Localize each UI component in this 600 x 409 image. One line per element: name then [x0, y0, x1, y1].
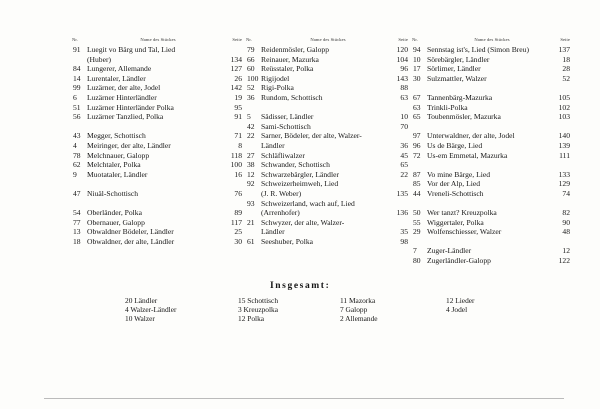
- summary-column-1: [125, 297, 215, 323]
- entry-page: 129: [558, 179, 570, 189]
- entry-page: 16: [234, 169, 242, 179]
- entry-page: 18: [562, 54, 570, 64]
- entry-title: Sami-Schottisch: [261, 121, 311, 131]
- entry-number: 72: [413, 150, 421, 160]
- entry-number: [246, 208, 261, 218]
- header-seite: Seite: [232, 37, 242, 43]
- entry-page: [226, 45, 242, 55]
- index-entry: [412, 45, 570, 55]
- entry-title: Schweizerheimweh, Lied: [261, 179, 339, 189]
- entry-page: 12: [562, 246, 570, 256]
- entry-title: Sarner, Bödeler, der alte, Walzer-: [261, 131, 362, 141]
- entry-title: Niuäl-Schottisch: [87, 188, 139, 198]
- entry-title: Sulzmattler, Walzer: [427, 73, 487, 83]
- summary-item: 7 Galopp: [340, 304, 368, 314]
- entry-title: Wolfenschiesser, Walzer: [427, 227, 502, 237]
- entry-page: 19: [234, 92, 242, 102]
- index-entry: [72, 170, 242, 180]
- entry-page: 136: [396, 208, 408, 218]
- entry-page: 103: [558, 112, 570, 122]
- header-nr: Nr.: [412, 37, 419, 43]
- header-name: Name des Stückes: [140, 37, 176, 43]
- entry-page: 26: [234, 73, 242, 83]
- summary-item: 12 Lieder: [446, 296, 475, 305]
- entry-number: 62: [73, 160, 81, 170]
- spacer: [412, 83, 570, 93]
- entry-number: 66: [247, 54, 255, 64]
- summary-column-4: [446, 297, 526, 315]
- entry-number: 51: [73, 102, 81, 112]
- index-entry: [412, 256, 570, 266]
- index-entry: [72, 218, 242, 228]
- spacer: [72, 179, 242, 189]
- summary-item: 12 Polka: [238, 313, 265, 323]
- entry-page: 122: [558, 256, 570, 266]
- summary-column-2: [238, 297, 328, 323]
- entry-title: Vor der Alp, Lied: [427, 179, 481, 189]
- entry-page: [392, 199, 408, 209]
- index-entry: [412, 74, 570, 84]
- entry-number: 100: [247, 73, 259, 83]
- index-entry: [412, 218, 570, 228]
- entry-title: Obwaldner, der alte, Ländler: [87, 236, 175, 246]
- entry-number: 85: [413, 179, 421, 189]
- entry-number: 79: [247, 45, 255, 54]
- entry-title: Rigi-Polka: [261, 83, 294, 93]
- index-entry: [72, 131, 242, 141]
- entry-title: Wer tanzt? Kreuzpolka: [427, 208, 497, 218]
- entry-number: 42: [247, 121, 255, 131]
- index-entry: [246, 208, 408, 218]
- entry-page: 90: [562, 217, 570, 227]
- header-name: Name des Stückes: [310, 37, 346, 43]
- index-entry: [246, 45, 408, 55]
- entry-number: 29: [413, 227, 421, 237]
- entry-title: Lungerer, Allemande: [87, 64, 152, 74]
- header-seite: Seite: [398, 37, 408, 43]
- index-entry: [412, 112, 570, 122]
- entry-page: 137: [558, 45, 570, 54]
- entry-page: 98: [400, 236, 408, 246]
- entry-title: Toubenmösler, Mazurka: [427, 112, 501, 122]
- entry-number: 60: [247, 64, 255, 74]
- entry-page: 91: [234, 112, 242, 122]
- entry-title: Sennstag ist's, Lied (Simon Breu): [427, 45, 529, 54]
- summary-item: 2 Allemande: [340, 313, 378, 323]
- entry-page: 127: [230, 64, 242, 74]
- index-column-2: [246, 36, 408, 246]
- entry-number: [246, 227, 261, 237]
- index-entry: [246, 141, 408, 151]
- entry-number: 63: [413, 102, 421, 112]
- entry-page: 45: [400, 150, 408, 160]
- entry-page: 111: [559, 150, 570, 160]
- entry-number: 65: [413, 112, 421, 122]
- summary-item: 20 Ländler: [125, 296, 158, 305]
- index-entry: [72, 83, 242, 93]
- column-header: [72, 36, 242, 45]
- spacer: [412, 237, 570, 247]
- index-entry: [412, 93, 570, 103]
- index-entry: [412, 179, 570, 189]
- entry-number: 43: [73, 131, 81, 141]
- index-entry: [72, 74, 242, 84]
- entry-number: 50: [413, 208, 421, 218]
- entry-title: Reinauer, Mazurka: [261, 54, 319, 64]
- index-entry: [246, 83, 408, 93]
- entry-page: 28: [562, 64, 570, 74]
- index-entry: [72, 141, 242, 151]
- index-entry: [246, 74, 408, 84]
- column-header: [412, 36, 570, 45]
- entry-number: 80: [413, 256, 421, 266]
- entry-number: 55: [413, 217, 421, 227]
- index-entry: [412, 189, 570, 199]
- entry-title: Zugerländler-Galopp: [427, 256, 491, 266]
- entry-title: Seeshuber, Polka: [261, 236, 313, 246]
- index-entry: [246, 93, 408, 103]
- entry-title: Lurentaler, Ländler: [87, 73, 146, 83]
- header-name: Name des Stückes: [474, 37, 510, 43]
- entry-number: 54: [73, 208, 81, 218]
- header-nr: Nr.: [246, 37, 253, 43]
- entry-page: 120: [396, 45, 408, 54]
- index-entry: [246, 64, 408, 74]
- entry-page: 133: [558, 169, 570, 179]
- entry-page: 35: [400, 227, 408, 237]
- index-entry: [72, 93, 242, 103]
- entry-title: Melchtaler, Polka: [87, 160, 141, 170]
- header-seite: Seite: [560, 37, 570, 43]
- entry-page: 96: [400, 64, 408, 74]
- entry-page: 89: [234, 208, 242, 218]
- entry-number: 18: [73, 236, 81, 246]
- entry-title: Oberländer, Polka: [87, 208, 142, 218]
- index-entry: [72, 55, 242, 65]
- entry-title: Schläfliwalzer: [261, 150, 305, 160]
- spacer: [246, 103, 408, 113]
- entry-number: 47: [73, 188, 81, 198]
- entry-number: 87: [413, 169, 421, 179]
- index-entry: [72, 64, 242, 74]
- index-entry: [246, 199, 408, 209]
- entry-title: Schwyzer, der alte, Walzer-: [261, 217, 345, 227]
- entry-title: Luzärner Hinterländer Polka: [87, 102, 174, 112]
- entry-number: 4: [73, 140, 77, 150]
- entry-number: 13: [73, 227, 81, 237]
- spacer: [72, 199, 242, 209]
- summary-item: 15 Schottisch: [238, 296, 279, 305]
- entry-title: (J. R. Weber): [261, 188, 302, 198]
- index-entry: [72, 208, 242, 218]
- index-entry: [412, 64, 570, 74]
- index-entry: [412, 170, 570, 180]
- entry-number: 91: [73, 45, 81, 54]
- entry-title: Unterwaldner, der alte, Jodel: [427, 131, 515, 141]
- entry-title: Melchnauer, Galopp: [87, 150, 150, 160]
- entry-title: Sörlimer, Ländler: [427, 64, 481, 74]
- index-entry: [246, 151, 408, 161]
- entry-title: Trinkli-Polka: [427, 102, 468, 112]
- entry-number: 99: [73, 83, 81, 93]
- entry-page: 118: [230, 150, 242, 160]
- entry-number: 97: [413, 131, 421, 141]
- entry-title: Luzärner, der alte, Jodel: [87, 83, 161, 93]
- spacer: [72, 122, 242, 132]
- entry-number: 52: [247, 83, 255, 93]
- entry-number: 21: [247, 217, 255, 227]
- index-entry: [412, 246, 570, 256]
- index-entry: [246, 122, 408, 132]
- entry-number: 67: [413, 92, 421, 102]
- entry-number: 14: [73, 73, 81, 83]
- entry-page: 76: [234, 188, 242, 198]
- entry-number: 30: [413, 73, 421, 83]
- entry-page: 117: [230, 217, 242, 227]
- entry-page: 10: [400, 112, 408, 122]
- index-entry: [72, 237, 242, 247]
- index-entry: [246, 131, 408, 141]
- entry-number: 93: [247, 198, 255, 208]
- spacer: [412, 199, 570, 209]
- entry-page: 142: [230, 83, 242, 93]
- index-entry: [246, 237, 408, 247]
- entry-number: 7: [413, 246, 417, 256]
- entry-number: 92: [247, 179, 255, 189]
- index-entry: [72, 160, 242, 170]
- entry-title: Obernauer, Galopp: [87, 217, 145, 227]
- index-column-3: [412, 36, 570, 266]
- entry-page: [392, 131, 408, 141]
- index-entry: [412, 131, 570, 141]
- index-entry: [246, 112, 408, 122]
- entry-title: Vreneli-Schottisch: [427, 188, 484, 198]
- index-entry: [72, 112, 242, 122]
- entry-page: 25: [234, 227, 242, 237]
- entry-title: Obwaldner Bödeler, Ländler: [87, 227, 174, 237]
- entry-number: 36: [247, 92, 255, 102]
- entry-title: Zuger-Ländler: [427, 246, 472, 256]
- entry-number: 38: [247, 160, 255, 170]
- index-entry: [412, 55, 570, 65]
- entry-title: Schwarzebärgler, Ländler: [261, 169, 339, 179]
- entry-title: Luzärner Hinterländler: [87, 92, 157, 102]
- entry-number: 5: [247, 112, 251, 122]
- entry-page: 105: [558, 92, 570, 102]
- entry-page: 102: [558, 102, 570, 112]
- entry-number: 77: [73, 217, 81, 227]
- entry-number: [246, 189, 261, 199]
- index-entry: [72, 189, 242, 199]
- summary-item: 4 Jodel: [446, 304, 468, 314]
- entry-page: 140: [558, 131, 570, 141]
- summary-item: 11 Mazorka: [340, 296, 376, 305]
- entry-title: Wiggertaler, Polka: [427, 217, 484, 227]
- index-entry: [246, 55, 408, 65]
- entry-page: 71: [234, 131, 242, 141]
- index-entry: [412, 151, 570, 161]
- entry-number: 9: [73, 169, 77, 179]
- index-entry: [412, 141, 570, 151]
- summary-item: 4 Walzer-Ländler: [125, 304, 177, 314]
- summary-column-3: [340, 297, 430, 323]
- index-entry: [412, 103, 570, 113]
- entry-title: Us-em Emmetal, Mazurka: [427, 150, 508, 160]
- entry-title: (Arrenhofer): [261, 208, 300, 218]
- entry-number: 94: [413, 45, 421, 54]
- entry-number: 10: [413, 54, 421, 64]
- summary-item: 10 Walzer: [125, 313, 155, 323]
- entry-number: 56: [73, 112, 81, 122]
- entry-page: 22: [400, 169, 408, 179]
- spacer: [412, 122, 570, 132]
- index-column-1: [72, 36, 242, 246]
- entry-number: 84: [73, 64, 81, 74]
- entry-title: Us de Bärge, Lied: [427, 140, 483, 150]
- page-edge-line: [44, 398, 564, 399]
- entry-page: 65: [400, 160, 408, 170]
- entry-page: 135: [396, 188, 408, 198]
- index-entry: [72, 45, 242, 55]
- entry-page: 88: [400, 83, 408, 93]
- index-entry: [412, 208, 570, 218]
- entry-page: 143: [396, 73, 408, 83]
- entry-page: 63: [400, 92, 408, 102]
- entry-page: 70: [400, 121, 408, 131]
- index-entry: [246, 170, 408, 180]
- index-entry: [246, 227, 408, 237]
- entry-page: 134: [230, 54, 242, 64]
- entry-number: 61: [247, 236, 255, 246]
- entry-number: 96: [413, 140, 421, 150]
- entry-number: [246, 141, 261, 151]
- entry-title: (Huber): [87, 54, 112, 64]
- entry-page: 139: [558, 140, 570, 150]
- entry-page: [392, 179, 408, 189]
- header-nr: Nr.: [72, 37, 79, 43]
- entry-page: 36: [400, 140, 408, 150]
- column-header: [246, 36, 408, 45]
- entry-number: 78: [73, 150, 81, 160]
- index-entry: [246, 179, 408, 189]
- entry-title: Reüsstaler, Polka: [261, 64, 314, 74]
- entry-title: Meiringer, der alte, Ländler: [87, 140, 171, 150]
- entry-page: 100: [230, 160, 242, 170]
- entry-number: 44: [413, 188, 421, 198]
- summary-item: 3 Kreuzpolka: [238, 304, 279, 314]
- entry-title: Sörebärgler, Ländler: [427, 54, 490, 64]
- entry-title: Rundom, Schottisch: [261, 92, 323, 102]
- entry-title: Luegit vo Bärg und Tal, Lied: [87, 45, 176, 54]
- entry-number: 17: [413, 64, 421, 74]
- entry-page: 52: [562, 73, 570, 83]
- index-entry: [72, 227, 242, 237]
- entry-title: Megger, Schottisch: [87, 131, 146, 141]
- entry-title: Schwander, Schottisch: [261, 160, 330, 170]
- entry-page: 104: [396, 54, 408, 64]
- entry-title: Luzärner Tanzlied, Polka: [87, 112, 164, 122]
- entry-page: 95: [234, 102, 242, 112]
- index-entry: [72, 151, 242, 161]
- entry-title: Rigijodel: [261, 73, 290, 83]
- index-entry: [246, 189, 408, 199]
- entry-number: 27: [247, 150, 255, 160]
- entry-title: Reidenmösler, Galopp: [261, 45, 330, 54]
- summary-title: Insgesamt:: [270, 281, 331, 291]
- index-entry: [246, 160, 408, 170]
- entry-title: Schweizerland, wach auf, Lied: [261, 198, 355, 208]
- index-entry: [412, 227, 570, 237]
- entry-number: 6: [73, 92, 77, 102]
- entry-page: 30: [234, 236, 242, 246]
- entry-title: Muotataler, Ländler: [87, 169, 148, 179]
- entry-number: [72, 55, 87, 65]
- entry-page: 74: [562, 188, 570, 198]
- index-entry: [246, 218, 408, 228]
- entry-title: Sädisser, Ländler: [261, 112, 314, 122]
- entry-title: Ländler: [261, 227, 285, 237]
- entry-page: [392, 218, 408, 228]
- spacer: [412, 160, 570, 170]
- entry-title: Vo mine Bärge, Lied: [427, 169, 490, 179]
- entry-title: Ländler: [261, 140, 285, 150]
- entry-title: Tannenbärg-Mazurka: [427, 92, 493, 102]
- entry-number: 22: [247, 131, 255, 141]
- entry-page: 8: [238, 140, 242, 150]
- index-entry: [72, 103, 242, 113]
- entry-page: 82: [562, 208, 570, 218]
- entry-number: 12: [247, 169, 255, 179]
- entry-page: 48: [562, 227, 570, 237]
